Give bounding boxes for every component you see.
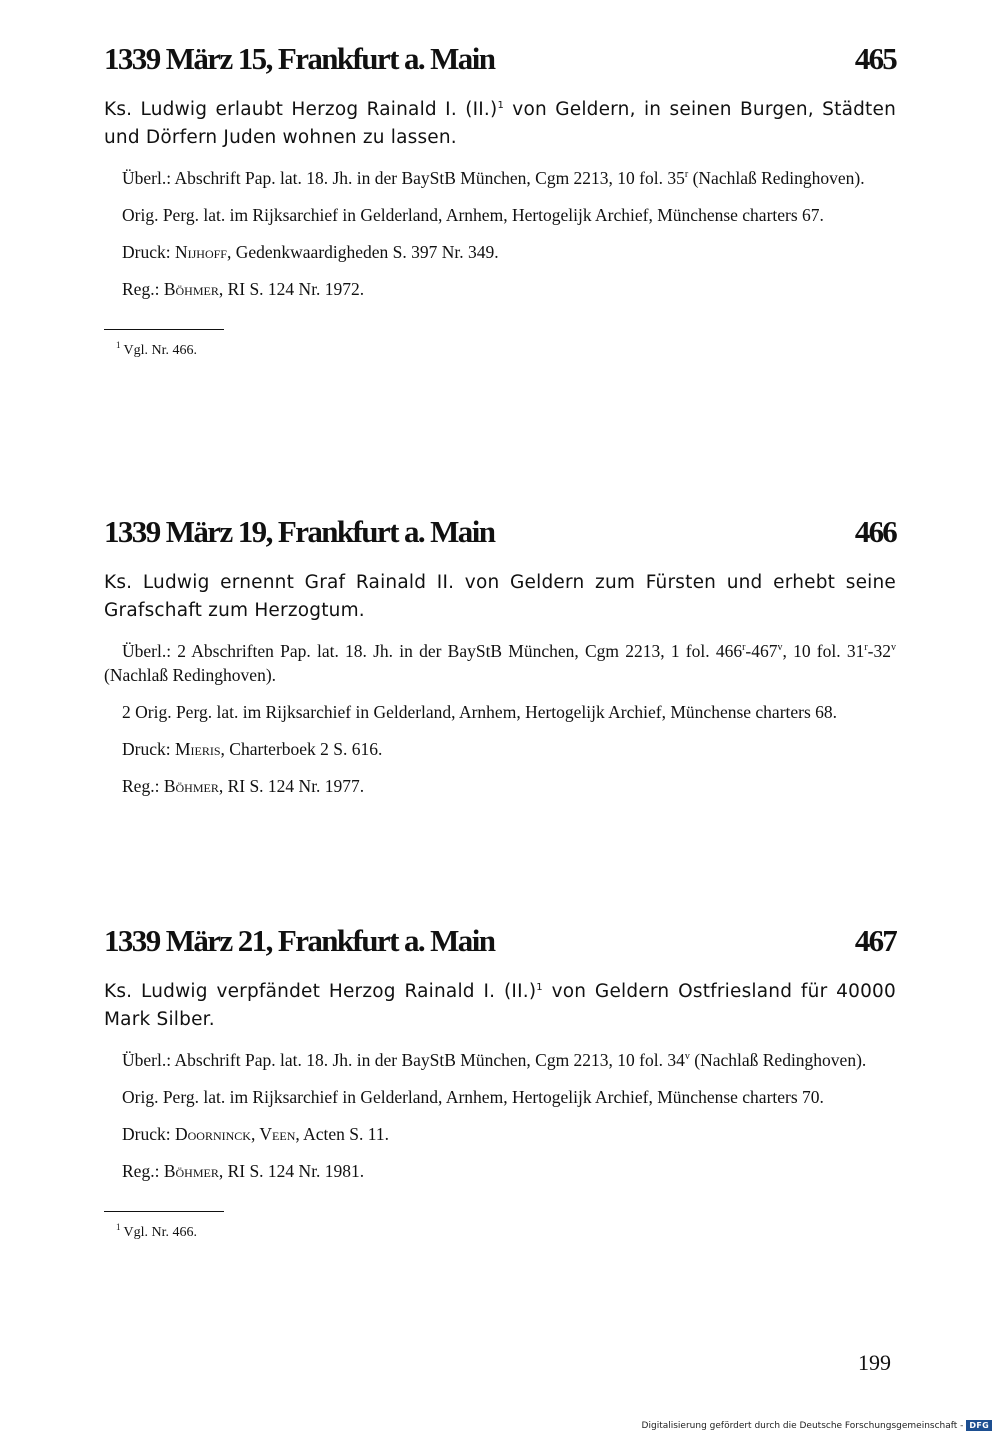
author-name: Böhmer (163, 279, 219, 299)
entry-regesten: Reg.: Böhmer, RI S. 124 Nr. 1977. (122, 776, 365, 796)
author-name: Böhmer (163, 776, 219, 796)
entry-number: 467 (854, 923, 896, 958)
entry-number: 466 (854, 514, 896, 549)
entry-heading (104, 40, 896, 78)
charter-entry-467 (104, 922, 896, 1242)
charter-entry-465 (104, 40, 896, 360)
entry-heading (104, 922, 896, 960)
entry-druck: Druck: Nijhoff, Gedenkwaardigheden S. 397 Nr. 349. (122, 242, 499, 262)
entry-regest: Ks. Ludwig verpfändet Herzog Rainald I. $(II.)^1$ von Geldern Ostfriesland für 40000 Mark Silber. (104, 981, 896, 1030)
page-number: 199 (858, 1350, 891, 1375)
entry-date-place: 1339 März 19, Frankfurt a. Main (104, 514, 495, 549)
footnote-rule (104, 329, 224, 330)
footnote: $^1$ Vgl. Nr. 466. (116, 340, 197, 358)
dfg-logo-icon: DFG (966, 1420, 992, 1431)
credit-text: Digitalisierung gefördert durch die Deutsche Forschungsgemeinschaft - (641, 1420, 964, 1431)
entry-original: Orig. Perg. lat. im Rijksarchief in Gelderland, Arnhem, Hertogelijk Archief, Münchense charters 70. (122, 1087, 824, 1107)
entry-heading (104, 513, 896, 551)
entry-original: Orig. Perg. lat. im Rijksarchief in Gelderland, Arnhem, Hertogelijk Archief, Münchense charters 67. (122, 205, 824, 225)
footnote-marker: 1 (497, 99, 504, 111)
entry-druck: Druck: Doorninck, Veen, Acten S. 11. (122, 1124, 390, 1144)
author-name: Mieris (174, 739, 221, 759)
entry-number: 465 (854, 41, 896, 76)
entry-original: 2 Orig. Perg. lat. im Rijksarchief in Gelderland, Arnhem, Hertogelijk Archief, Münchense charters 68. (122, 702, 838, 722)
entry-ueberlieferung: Überl.: Abschrift Pap. lat. 18. Jh. in der BayStB München, Cgm 2213, 10 fol. 34$^v$ (Nachlaß Redinghoven). (122, 1050, 867, 1070)
author-name: Nijhoff (174, 242, 227, 262)
entry-regesten: Reg.: Böhmer, RI S. 124 Nr. 1972. (122, 279, 365, 299)
entry-date-place: 1339 März 15, Frankfurt a. Main (104, 41, 495, 76)
entry-date-place: 1339 März 21, Frankfurt a. Main (104, 923, 495, 958)
entry-regesten: Reg.: Böhmer, RI S. 124 Nr. 1981. (122, 1161, 365, 1181)
entry-ueberlieferung: Überl.: Abschrift Pap. lat. 18. Jh. in der BayStB München, Cgm 2213, 10 fol. 35$^r$ (Nachlaß Redinghoven). (122, 168, 865, 188)
entry-regest: Ks. Ludwig erlaubt Herzog Rainald I. $(II.)^1$ von Geldern, in seinen Burgen, Städten und Dörfern Juden wohnen zu lassen. (104, 99, 897, 148)
entry-druck: Druck: Mieris, Charterboek 2 S. 616. (122, 739, 383, 759)
author-name: Doorninck, Veen (174, 1124, 296, 1144)
footnote-rule (104, 1211, 224, 1212)
entry-ueberlieferung: Überl.: 2 Abschriften Pap. lat. 18. Jh. in der BayStB München, Cgm 2213, 1 fol. 466$^r$-467$^v$, 10 fol. 31$^r$-32$^v$ (Nachlaß Redinghoven). (104, 641, 896, 685)
footnote: $^1$ Vgl. Nr. 466. (116, 1222, 197, 1240)
author-name: Böhmer (163, 1161, 219, 1181)
entry-regest: Ks. Ludwig ernennt Graf Rainald II. von Geldern zum Fürsten und erhebt seine Grafschaft zum Herzogtum. (104, 572, 896, 621)
charter-entry-466 (104, 513, 896, 811)
footnote-marker: 1 (536, 981, 543, 993)
digitization-credit (642, 1420, 992, 1431)
